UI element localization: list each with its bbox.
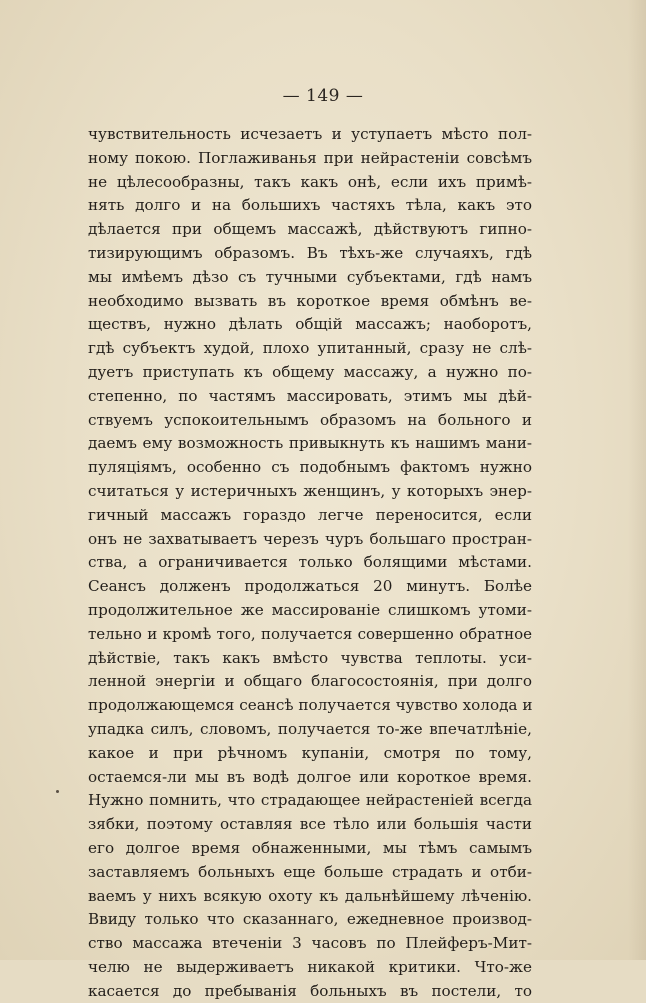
text-line: необходимо вызвать въ короткое время обмѣнъ ве- [88,291,532,310]
text-line: упадка силъ, словомъ, получается то-же впечатлѣніе, [88,719,532,738]
text-line: степенно, по частямъ массировать, этимъ мы дѣй- [88,386,532,405]
text-line: Нужно помнить, что страдающее нейрастеніей всегда [88,791,532,810]
text-line: ному покою. Поглаживанья при нейрастеніи совсѣмъ [88,148,532,167]
text-line: продолжающемся сеансѣ получается чувство холода и [88,696,532,715]
text-line: ленной энергіи и общаго благосостоянія, при долго [88,672,532,691]
text-line: остаемся-ли мы въ водѣ долгое или короткое время. [88,767,532,786]
text-line: гичный массажъ гораздо легче переносится, если [88,505,532,524]
text-line: ваемъ у нихъ всякую охоту къ дальнѣйшему лѣченію. [88,886,532,905]
text-line: чувствительность исчезаетъ и уступаетъ мѣсто пол- [88,125,532,143]
text-line: дуетъ приступать къ общему массажу, а нужно по- [88,362,532,381]
text-line: челю не выдерживаетъ никакой критики. Что-же [88,957,532,976]
text-line: онъ не захватываетъ черезъ чуръ большаго простран- [88,529,532,548]
text-line: зябки, поэтому оставляя все тѣло или большія части [88,815,532,834]
text-line: считаться у истеричныхъ женщинъ, у которыхъ энер- [88,481,532,500]
text-line: дѣлается при общемъ массажѣ, дѣйствуютъ гипно- [88,220,532,239]
page-number: — 149 — [282,86,364,106]
text-line: не цѣлесообразны, такъ какъ онѣ, если ихъ примѣ- [88,172,532,191]
text-line: даемъ ему возможность привыкнуть къ нашимъ мани- [88,434,532,453]
text-line: какое и при рѣчномъ купаніи, смотря по тому, [88,743,532,762]
text-line: касается до пребыванія больныхъ въ постели, то [88,981,532,1000]
text-line: нять долго и на большихъ частяхъ тѣла, какъ это [88,196,532,215]
ink-speck [56,790,59,793]
text-line: ство массажа втеченіи 3 часовъ по Плейферъ-Мит- [88,934,532,953]
text-line: Ввиду только что сказаннаго, ежедневное производ- [88,910,532,929]
text-line: тельно и кромѣ того, получается совершенно обратное [88,624,532,643]
text-line: тизирующимъ образомъ. Въ тѣхъ-же случаяхъ, гдѣ [88,243,532,262]
text-line: его долгое время обнаженными, мы тѣмъ самымъ [88,838,532,857]
text-line: гдѣ субъектъ худой, плохо упитанный, сразу не слѣ- [88,339,532,358]
body-text [88,123,532,1003]
text-line: ствуемъ успокоительнымъ образомъ на больного и [88,410,532,429]
text-line: продолжительное же массированіе слишкомъ утоми- [88,600,532,619]
text-line: Сеансъ долженъ продолжаться 20 минутъ. Болѣе [88,577,532,596]
text-line: заставляемъ больныхъ еще больше страдать и отби- [88,862,532,881]
text-line: мы имѣемъ дѣзо съ тучными субъектами, гдѣ намъ [88,267,532,286]
text-line: пуляціямъ, особенно съ подобнымъ фактомъ нужно [88,458,532,477]
text-line: ществъ, нужно дѣлать общій массажъ; наоборотъ, [88,315,532,334]
text-line: ства, а ограничивается только болящими мѣстами. [88,553,532,572]
page-edge-shadow [628,0,646,960]
text-line: дѣйствіе, такъ какъ вмѣсто чувства теплоты. уси- [88,648,532,667]
